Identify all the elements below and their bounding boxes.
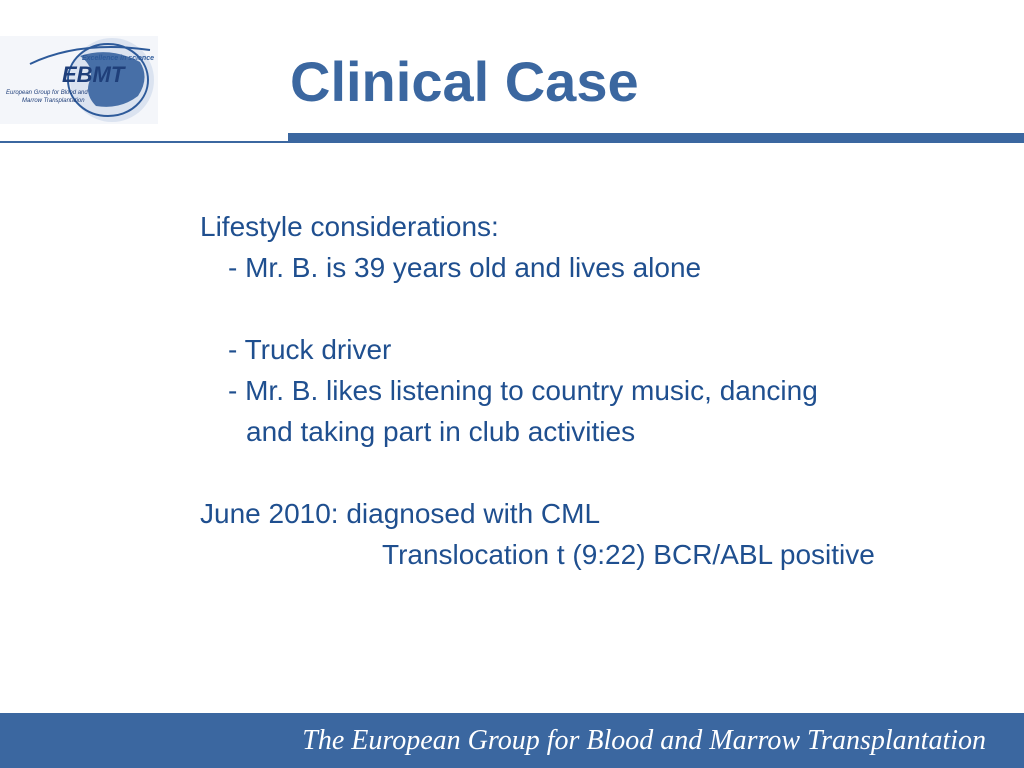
logo-wordmark: EBMT [62,62,125,87]
footer-bar [0,713,1024,768]
logo-org-line-2: Marrow Transplantation [22,98,85,104]
lifestyle-heading: Lifestyle considerations: [200,211,499,242]
diagnosis-line: June 2010: diagnosed with CML [200,498,601,529]
logo-tagline: Excellence in science [82,55,154,62]
lifestyle-item-age: - Mr. B. is 39 years old and lives alone [228,252,702,283]
lifestyle-item-hobbies-continued: and taking part in club activities [246,416,636,447]
slide-title: Clinical Case [290,50,639,113]
logo-org-line-1: European Group for Blood and [6,90,88,96]
footer-text: The European Group for Blood and Marrow Transplantation [302,725,986,756]
lifestyle-item-hobbies: - Mr. B. likes listening to country music, dancing [228,375,818,406]
lifestyle-item-occupation: - Truck driver [228,334,392,365]
translocation-line: Translocation t (9:22) BCR/ABL positive [382,539,875,570]
